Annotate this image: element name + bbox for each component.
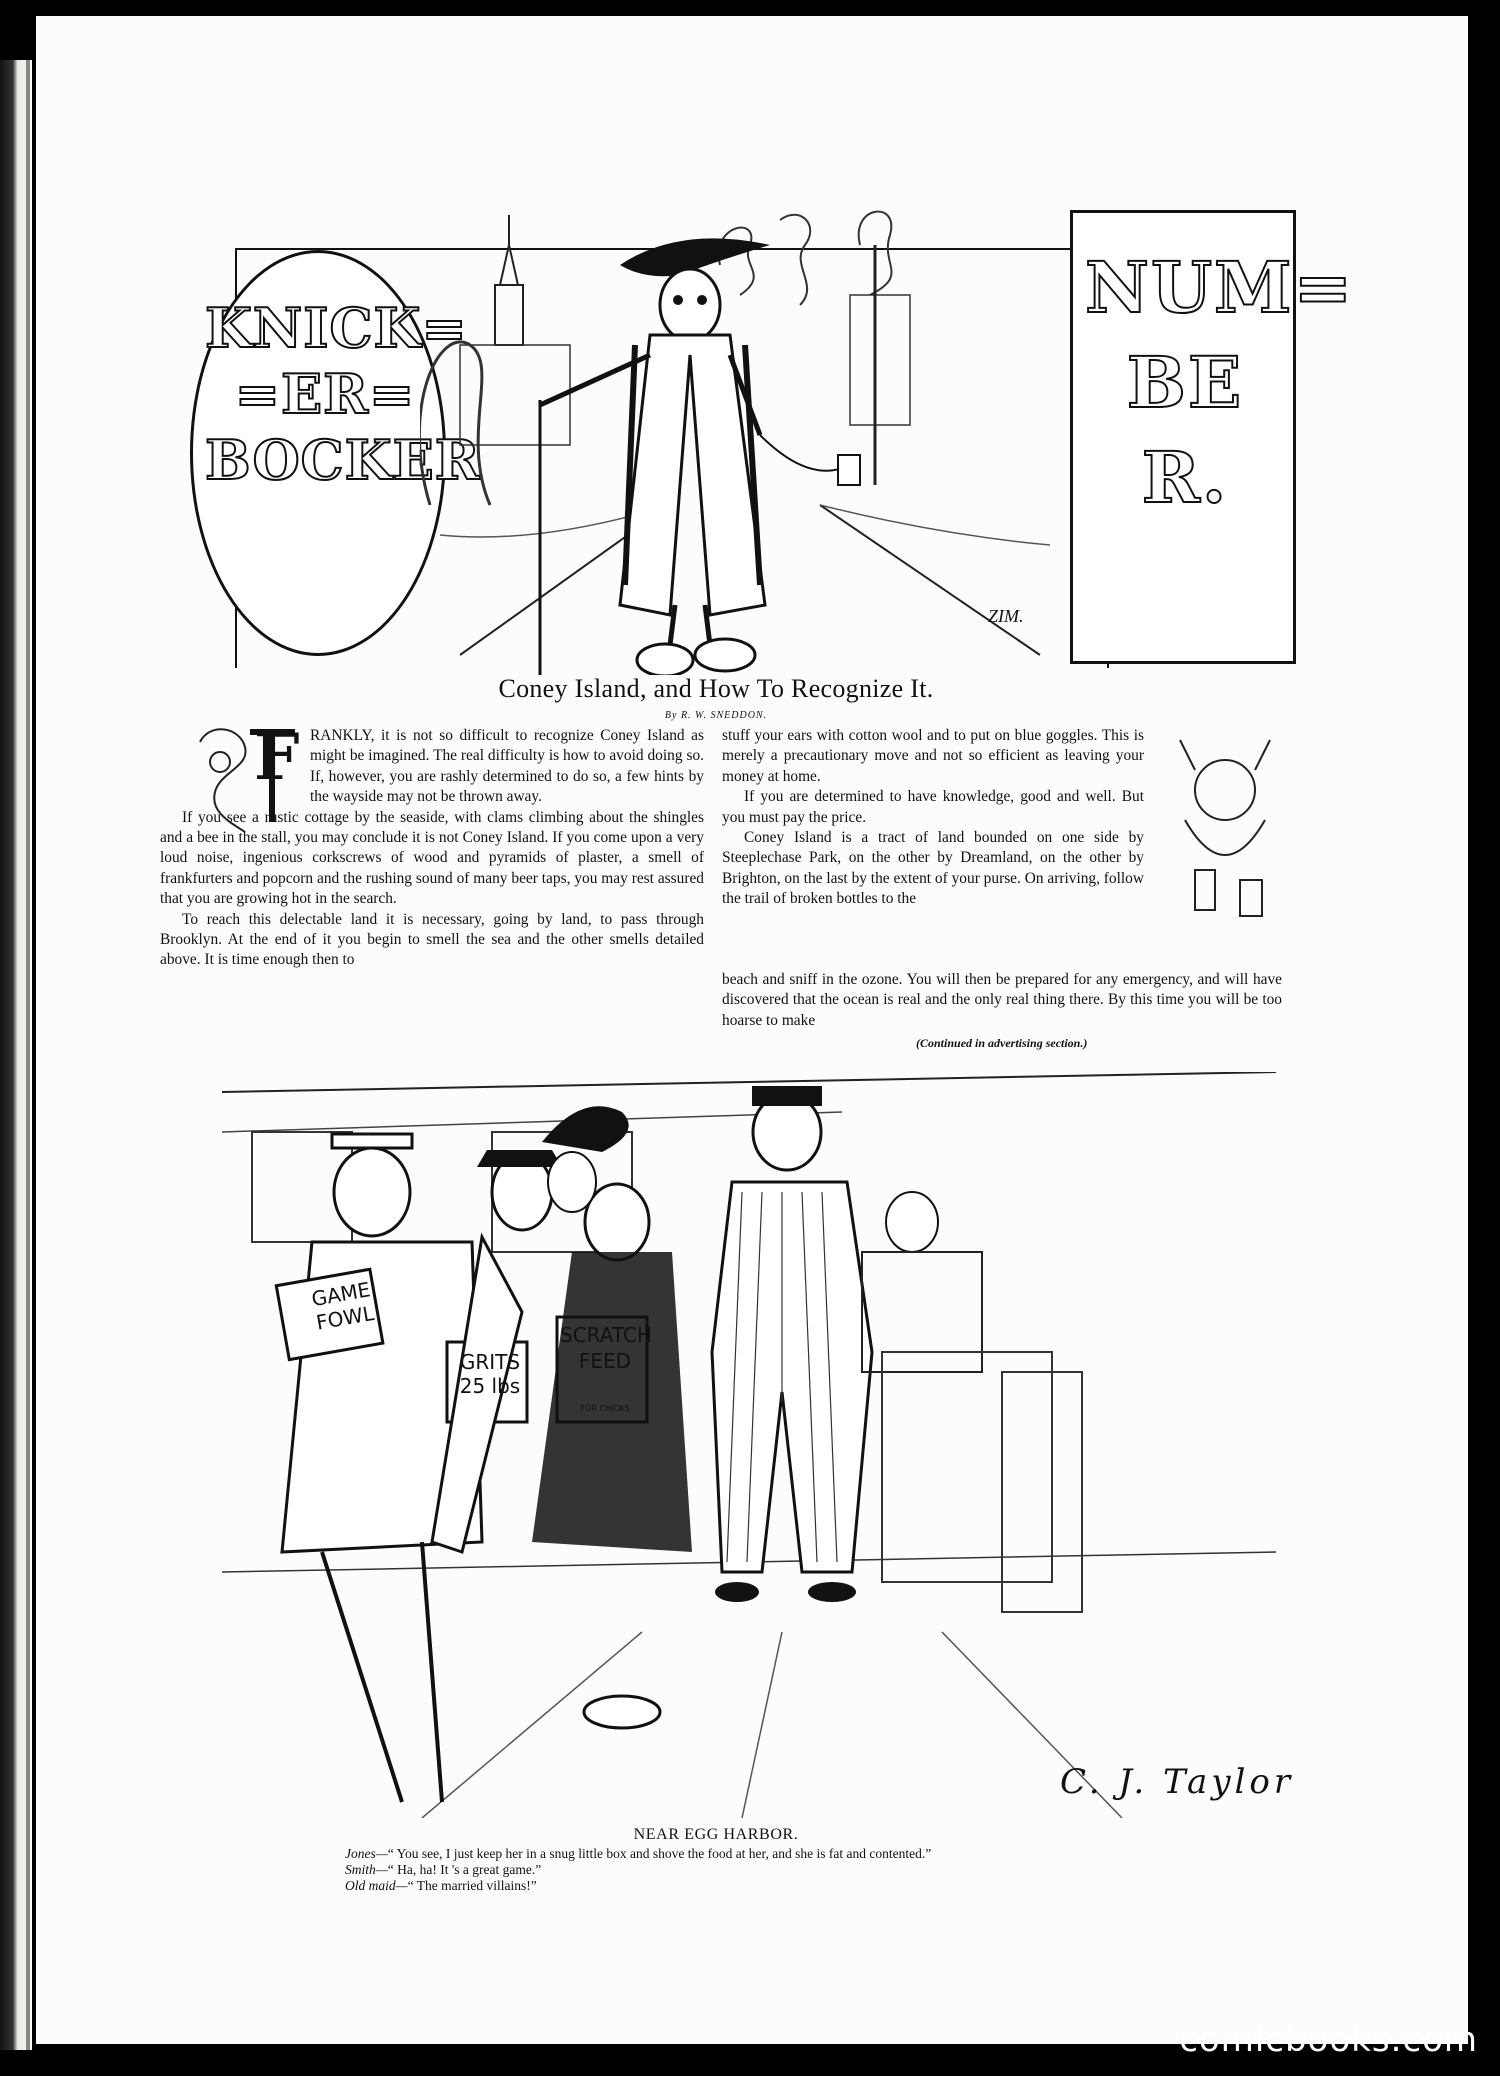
article-paragraph: To reach this delectable land it is necessary, going by land, to pass through Brooklyn. At the end of it you begin to smell the sea and the other smells detailed above. It is time enough then to [160,910,704,969]
article-title: Coney Island, and How To Recognize It. [498,674,934,703]
page-edge [26,60,30,2050]
caption-text: “ Ha, ha! It 's a great game.” [387,1862,542,1877]
title-number [1085,240,1355,525]
article-column-left [160,726,704,971]
caption-text: “ The married villains!” [407,1878,537,1893]
caption-line [345,1846,931,1862]
article-paragraph: If you are determined to have knowledge, good and well. But you must pay the price. [722,788,1144,826]
title-line: NUM= [1085,246,1355,329]
caption-speaker: Jones— [345,1846,388,1861]
header-artist-signature: ZIM. [988,606,1024,626]
article-byline: By R. W. SNEDDON. [664,710,768,721]
caption-speaker: Smith— [345,1862,388,1877]
sign-for-chicks: FOR CHICKS [580,1404,630,1413]
title-line: KNICK= [205,296,468,360]
sign-grits: GRITS 25 lbs [459,1350,521,1398]
sign-scratch-feed: SCRATCH FEED [560,1323,652,1373]
title-line: R. [1141,436,1229,519]
title-line: =ER= [234,362,416,426]
title-line: BOCKER [205,428,481,492]
caption-speaker: Old maid— [345,1878,408,1893]
article-column-right [722,726,1144,910]
cartoon-artist-signature: C. J. Taylor [1060,1762,1295,1802]
article-paragraph: RANKLY, it is not so difficult to recognize Coney Island as might be imagined. The real difficulty is how to avoid doing so. If, however, you are rashly determined to do so, a few hints by the wayside may not be thrown away. [310,727,704,806]
article-paragraph: beach and sniff in the ozone. You will then be prepared for any emergency, and will have discovered that the ocean is real and the only real thing there. By this time you will be too hoarse to make [722,971,1282,1029]
article-paragraph: If you see a rustic cottage by the seaside, with clams climbing about the shingles and a bee in the stall, you may conclude it is not Coney Island. If you come upon a very loud noise, ingenious corkscrews of wood and pyramids of plaster, a smell of frankfurters and popcorn and the rushing sound of many beer taps, you may rest assured that you are growing hot in the search. [160,808,704,908]
jester-vignette [1155,730,1295,930]
knickerbocker-illustration [420,205,1080,675]
site-watermark: comicbooks.com [1179,2020,1478,2060]
sign-game-fowl: GAME FOWL [309,1277,376,1335]
caption-line [345,1862,541,1878]
title-knickerbocker [205,295,481,493]
trolley-cartoon-illustration [222,1072,1276,1818]
article-paragraph: Coney Island is a tract of land bounded on one side by Steeplechase Park, on the other by Dreamland, on the other by Brighton, on the last by the extent of your purse. On arriving, follow the trail of broken bottles to the [722,829,1144,908]
article-column-right-tail [722,970,1282,1031]
caption-line [345,1878,537,1894]
continued-note: (Continued in advertising section.) [916,1036,1088,1050]
article-paragraph: stuff your ears with cotton wool and to put on blue goggles. This is merely a precautionary move and not so efficient as leaving your money at home. [722,727,1144,785]
cartoon-caption-title: NEAR EGG HARBOR. [633,1826,799,1843]
drop-cap: F [254,720,300,795]
caption-text: “ You see, I just keep her in a snug little box and shove the food at her, and she is fat and contented.” [387,1846,932,1861]
title-line: BE [1126,341,1244,424]
